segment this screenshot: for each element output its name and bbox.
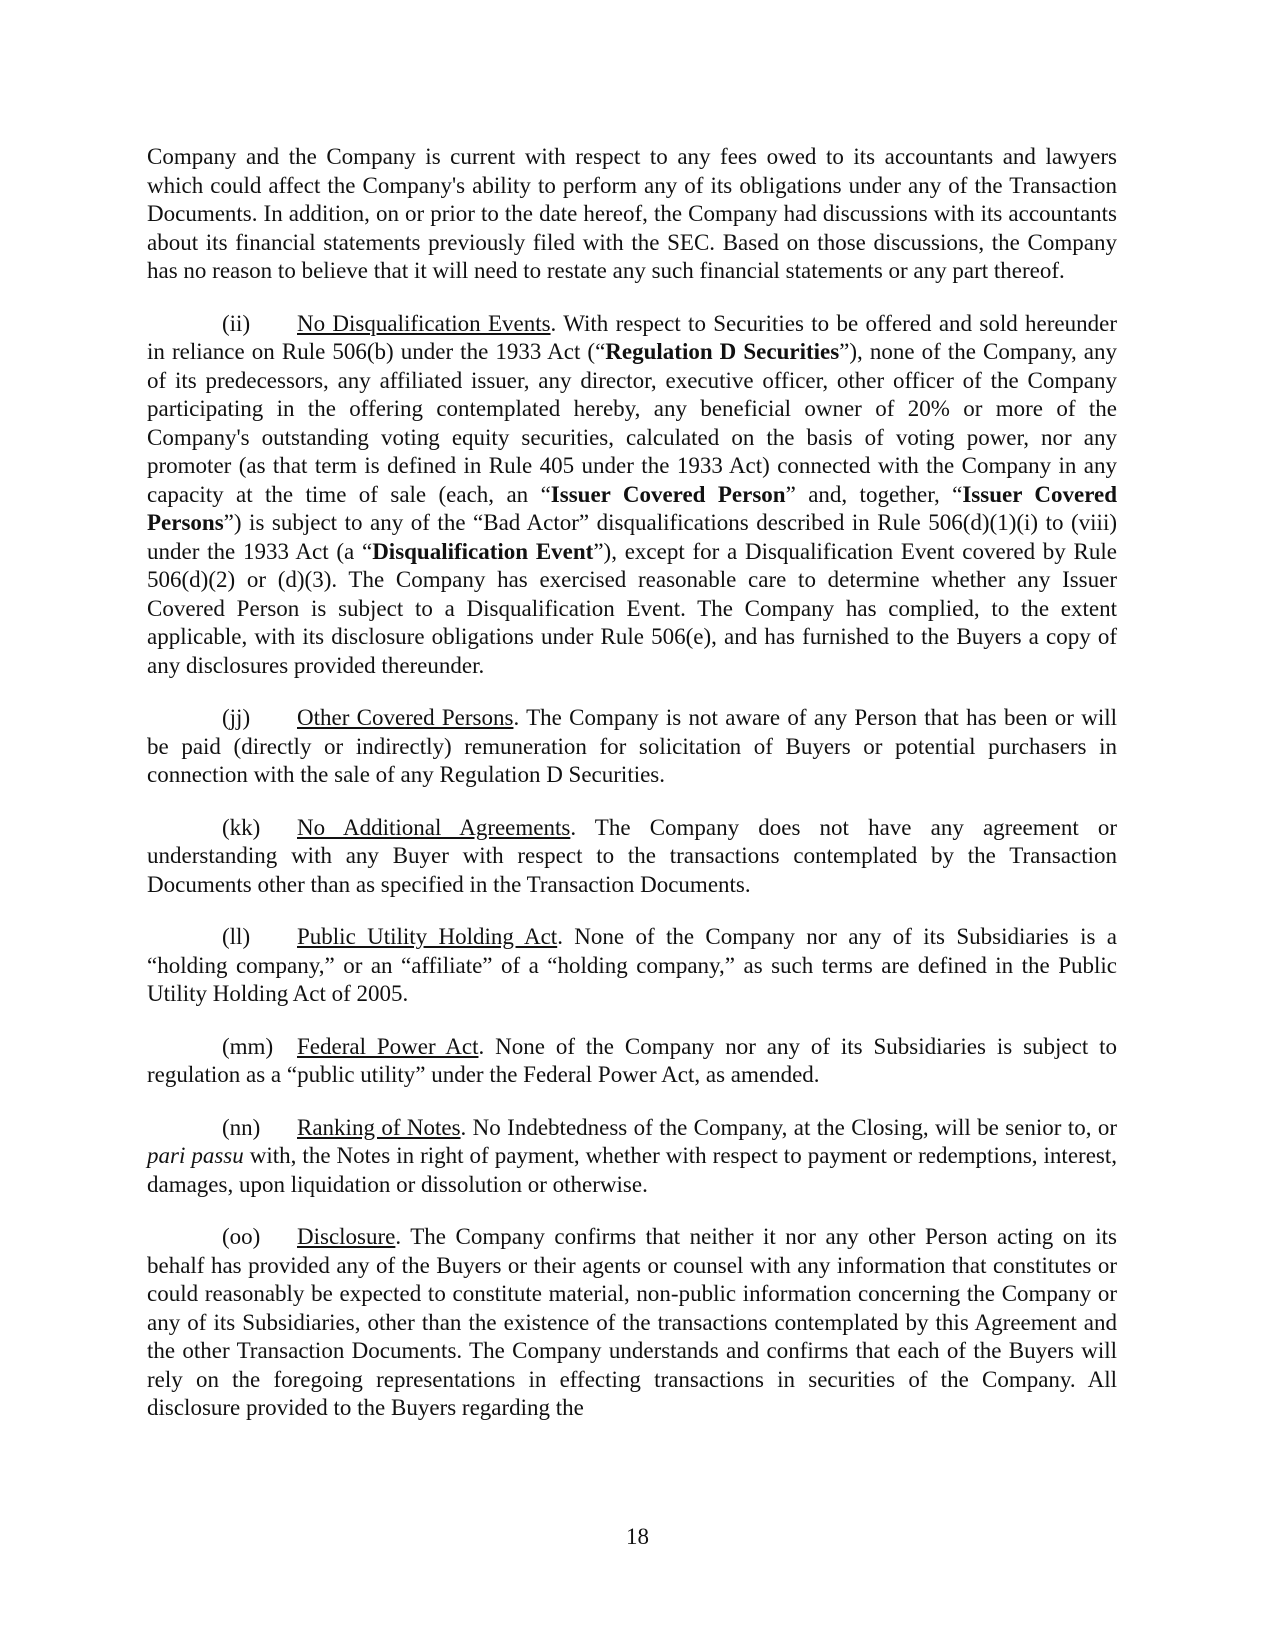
defined-term: Issuer Covered Person [550, 481, 786, 507]
italic-term: pari passu [147, 1143, 244, 1168]
section-number: (oo) [222, 1224, 261, 1249]
defined-term: Issuer Covered Persons [147, 481, 1118, 535]
section-number: (jj) [222, 705, 251, 730]
section-title: Public Utility Holding Act [297, 924, 558, 949]
page-number: 18 [626, 1524, 649, 1549]
section-title: Disclosure [297, 1224, 396, 1249]
section-nn: (nn) Ranking of Notes. No Indebtedness of the Company, at the Closing, will be senior to, or pari passu with, the Notes in right of payment, whether with respect to payment or redemptions, interest, damages, upon liquidation or dissolution or otherwise. [147, 1114, 1118, 1197]
section-number: (mm) [222, 1033, 274, 1059]
section-jj: (jj) Other Covered Persons. The Company is not aware of any Person that has been or will be paid (directly or indirectly) remuneration for solicitation of Buyers or potential purchasers in connection with the sale of any Regulation D Securities. [147, 705, 1117, 787]
section-number: (kk) [222, 814, 261, 840]
section-kk: (kk) No Additional Agreements. The Company does not have any agreement or understanding with any Buyer with respect to the transactions contemplated by the Transaction Documents other than as specified in the Transaction Documents. [147, 814, 1118, 897]
section-number: (ll) [222, 924, 251, 949]
section-title: No Disqualification Events [297, 310, 551, 336]
section-number: (nn) [222, 1114, 261, 1140]
section-title: Federal Power Act [297, 1033, 479, 1059]
intro-paragraph: Company and the Company is current with respect to any fees owed to its accountants and lawyers which could affect the Company's ability to perform any of its obligations under any of the Transaction Documents. In addition, on or prior to the date hereof, the Company had discussions with its accountants about its financial statements previously filed with the SEC. Based on those discussions, the Company has no reason to believe that it will need to restate any such financial statements or any part thereof. [147, 144, 1117, 283]
section-title: No Additional Agreements [297, 814, 571, 840]
section-title: Other Covered Persons [297, 705, 514, 730]
section-title: Ranking of Notes [297, 1114, 461, 1140]
section-ii: (ii) No Disqualification Events. With respect to Securities to be offered and sold hereunder in reliance on Rule 506(b) under the 1933 Act (“Regulation D Securities”), none of the Company, any of its predecessors, any affiliated issuer, any director, executive officer, other officer of the Company participating in the offering contemplated hereby, any beneficial owner of 20% or more of the Company's outstanding voting equity securities, calculated on the basis of voting power, nor any promoter (as that term is defined in Rule 405 under the 1933 Act) connected with the Company in any capacity at the time of sale (each, an “Issuer Covered Person” and, together, “Issuer Covered Persons”) is subject to any of the “Bad Actor” disqualifications described in Rule 506(d)(1)(i) to (viii) under the 1933 Act (a “Disqualification Event”), except for a Disqualification Event covered by Rule 506(d)(2) or (d)(3). The Company has exercised reasonable care to determine whether any Issuer Covered Person is subject to a Disqualification Event. The Company has complied, to the extent applicable, with its disclosure obligations under Rule 506(e), and has furnished to the Buyers a copy of any disclosures provided thereunder. [147, 310, 1118, 678]
defined-term: Disqualification Event [372, 538, 594, 564]
defined-term: Regulation D Securities [605, 339, 840, 364]
section-mm: (mm) Federal Power Act. None of the Company nor any of its Subsidiaries is subject to regulation as a “public utility” under the Federal Power Act, as amended. [147, 1033, 1117, 1087]
section-ll: (ll) Public Utility Holding Act. None of the Company nor any of its Subsidiaries is a “holding company,” or an “affiliate” of a “holding company,” as such terms are defined in the Public Utility Holding Act of 2005. [147, 924, 1117, 1006]
document-page [147, 143, 1117, 1447]
section-number: (ii) [222, 310, 251, 336]
section-oo: (oo) Disclosure. The Company confirms that neither it nor any other Person acting on its behalf has provided any of the Buyers or their agents or counsel with any information that constitutes or could reasonably be expected to constitute material, non-public information concerning the Company or any of its Subsidiaries, other than the existence of the transactions contemplated by this Agreement and the other Transaction Documents. The Company understands and confirms that each of the Buyers will rely on the foregoing representations in effecting transactions in securities of the Company. All disclosure provided to the Buyers regarding the [147, 1224, 1117, 1420]
